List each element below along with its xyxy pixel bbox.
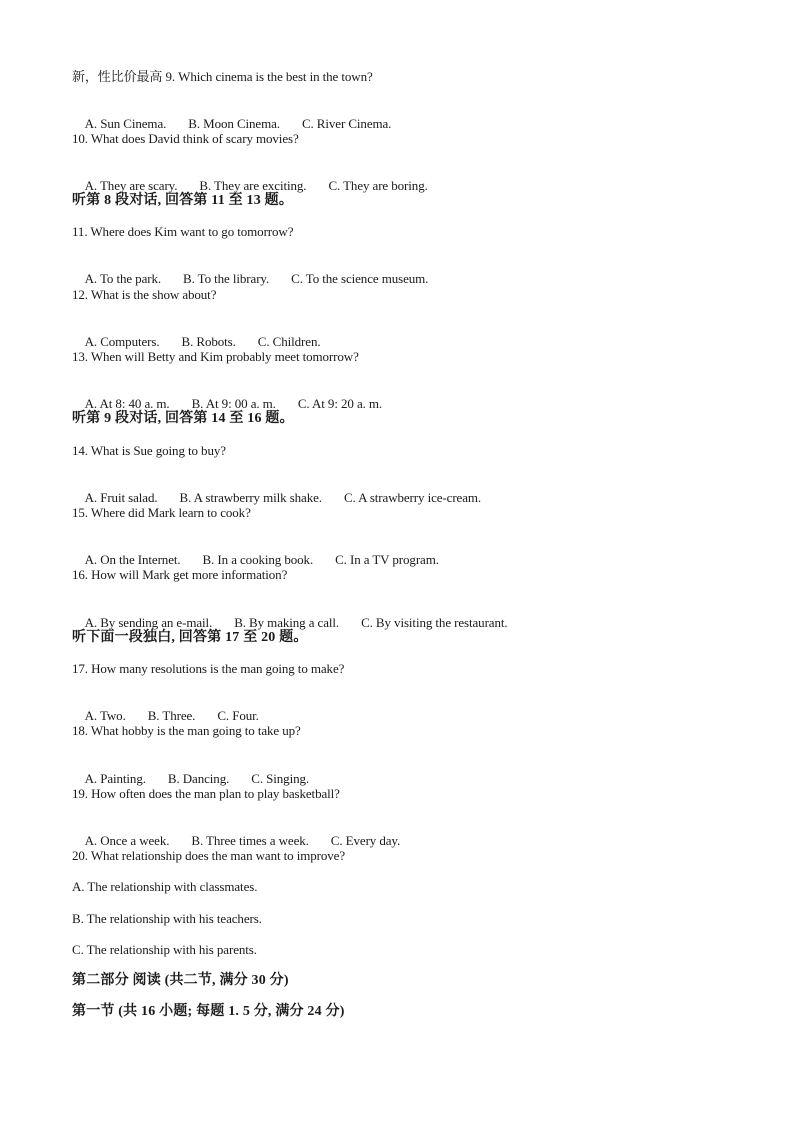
option-13-a: A. At 8: 40 a. m. <box>84 396 170 411</box>
option-14-a: A. Fruit salad. <box>84 490 158 505</box>
question-15: 15. Where did Mark learn to cook? <box>72 505 251 520</box>
option-17-b: B. Three. <box>147 708 196 723</box>
question-20: 20. What relationship does the man want to improve? <box>72 848 346 863</box>
option-17-c: C. Four. <box>217 708 259 723</box>
option-18-a: A. Painting. <box>84 771 146 786</box>
option-16-a: A. By sending an e-mail. <box>84 615 213 630</box>
option-18-b: B. Dancing. <box>167 771 230 786</box>
option-12-b: B. Robots. <box>181 334 236 349</box>
question-16: 16. How will Mark get more information? <box>72 567 288 582</box>
option-12-c: C. Children. <box>257 334 321 349</box>
section-heading-dialogue-9: 听第 9 段对话, 回答第 14 至 16 题。 <box>72 411 294 426</box>
option-9-a: A. Sun Cinema. <box>84 116 167 131</box>
option-10-a: A. They are scary. <box>84 178 178 193</box>
option-18-c: C. Singing. <box>251 771 310 786</box>
question-14: 14. What is Sue going to buy? <box>72 443 226 458</box>
question-12: 12. What is the show about? <box>72 287 217 302</box>
option-19-b: B. Three times a week. <box>191 833 309 848</box>
option-15-c: C. In a TV program. <box>335 552 439 567</box>
option-19-a: A. Once a week. <box>84 833 170 848</box>
option-11-b: B. To the library. <box>183 271 270 286</box>
option-15-a: A. On the Internet. <box>84 552 181 567</box>
option-20-c: C. The relationship with his parents. <box>72 942 257 957</box>
option-11-a: A. To the park. <box>84 271 162 286</box>
option-20-b: B. The relationship with his teachers. <box>72 911 262 926</box>
option-14-b: B. A strawberry milk shake. <box>179 490 322 505</box>
part-two-heading: 第二部分 阅读 (共二节, 满分 30 分) <box>72 973 289 988</box>
option-9-c: C. River Cinema. <box>301 116 392 131</box>
option-15-b: B. In a cooking book. <box>202 552 314 567</box>
section-heading-dialogue-8: 听第 8 段对话, 回答第 11 至 13 题。 <box>72 193 294 208</box>
question-13: 13. When will Betty and Kim probably meet tomorrow? <box>72 349 359 364</box>
option-9-b: B. Moon Cinema. <box>188 116 280 131</box>
option-20-a: A. The relationship with classmates. <box>72 879 258 894</box>
option-14-c: C. A strawberry ice-cream. <box>343 490 482 505</box>
option-16-c: C. By visiting the restaurant. <box>361 615 508 630</box>
option-17-a: A. Two. <box>84 708 126 723</box>
option-16-b: B. By making a call. <box>234 615 340 630</box>
section-heading-monologue: 听下面一段独白, 回答第 17 至 20 题。 <box>72 630 308 645</box>
option-13-c: C. At 9: 20 a. m. <box>297 396 383 411</box>
option-11-c: C. To the science museum. <box>291 271 429 286</box>
question-19: 19. How often does the man plan to play basketball? <box>72 786 340 801</box>
question-9: 新，性比价最高 9. Which cinema is the best in the town? <box>72 69 373 84</box>
question-18: 18. What hobby is the man going to take up? <box>72 723 301 738</box>
question-10: 10. What does David think of scary movies? <box>72 131 299 146</box>
section-one-heading: 第一节 (共 16 小题; 每题 1. 5 分, 满分 24 分) <box>72 1004 345 1019</box>
question-17: 17. How many resolutions is the man going to make? <box>72 661 345 676</box>
option-13-b: B. At 9: 00 a. m. <box>191 396 276 411</box>
question-11: 11. Where does Kim want to go tomorrow? <box>72 224 294 239</box>
option-10-c: C. They are boring. <box>328 178 428 193</box>
option-12-a: A. Computers. <box>84 334 160 349</box>
option-19-c: C. Every day. <box>330 833 401 848</box>
option-10-b: B. They are exciting. <box>199 178 307 193</box>
